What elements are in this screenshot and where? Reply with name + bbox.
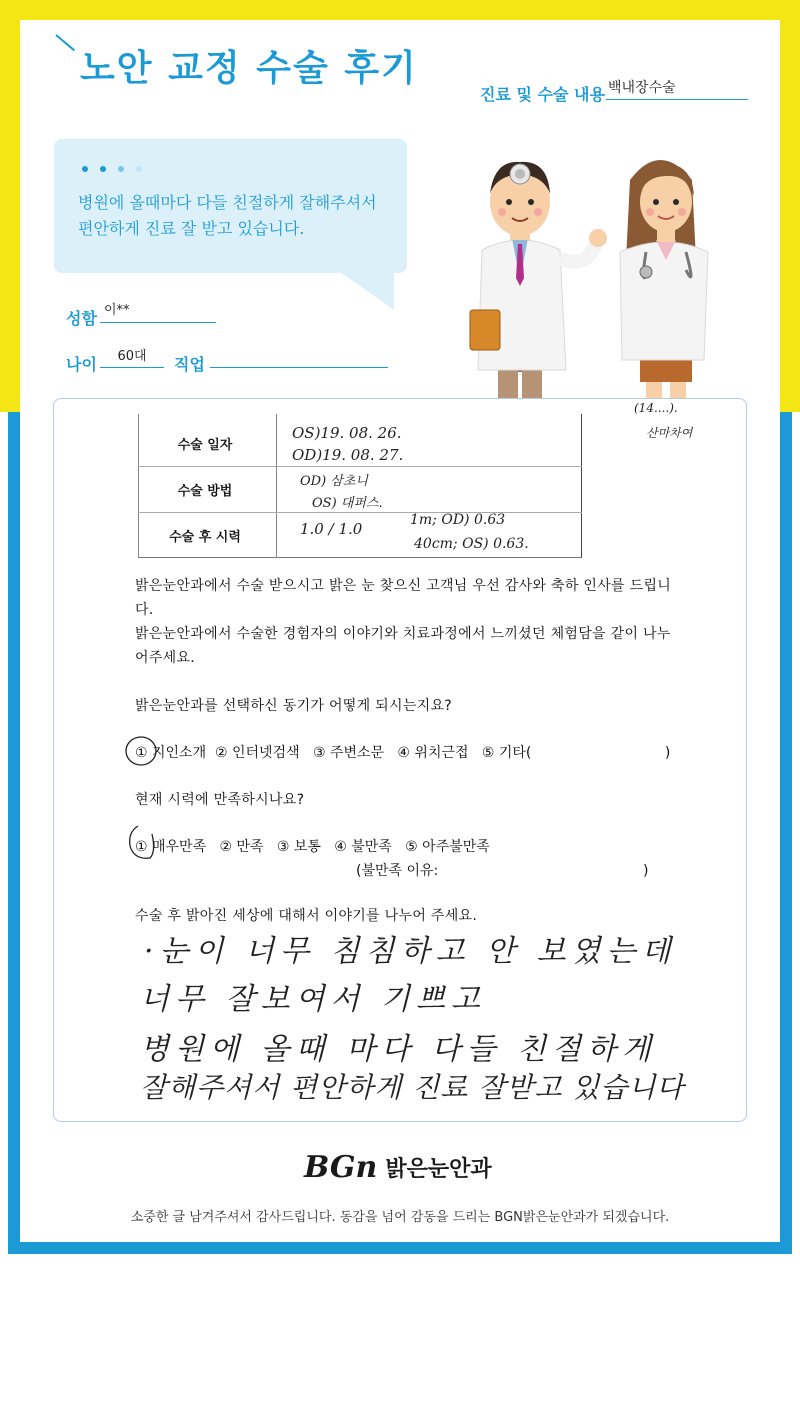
corner-note: (14....). (634, 401, 678, 415)
name-label: 성함 (66, 309, 97, 328)
bubble-quote (78, 190, 398, 242)
dot (82, 166, 88, 172)
bubble-line-2: 편안하게 진료 잘 받고 있습니다. (78, 219, 305, 238)
treatment-label: 진료 및 수술 내용 (480, 85, 605, 104)
table-row-divider (138, 466, 582, 467)
question-satisfaction: 현재 시력에 만족하시나요? (135, 792, 305, 808)
question-story: 수술 후 밝아진 세상에 대해서 이야기를 나누어 주세요. (135, 908, 478, 924)
motive-options: ① 지인소개 ② 인터넷검색 ③ 주변소문 ④ 위치근접 ⑤ 기타( ) (135, 745, 671, 761)
intro-paragraph-1: 밝은눈안과에서 수술 받으시고 밝은 눈 찾으신 고객님 우선 감사와 축하 인사를 드립니다. (135, 578, 672, 618)
speech-bubble-tail (340, 272, 394, 310)
bubble-dots (82, 166, 142, 172)
circle-mark-icon (124, 822, 158, 866)
female-doctor (620, 160, 708, 412)
page-title: 노안 교정 수술 후기 (80, 48, 418, 89)
question-motive: 밝은눈안과를 선택하신 동기가 어떻게 되시는지요? (135, 698, 453, 714)
vision-result-near: 1m; OD) 0.63 (410, 512, 506, 528)
footer-message: 소중한 글 남겨주셔서 감사드립니다. 동감을 넘어 감동을 드리는 BGN밝은눈안과가 되겠습니다. (130, 1210, 670, 1225)
table-label-vision: 수술 후 시력 (169, 530, 241, 545)
dot (136, 166, 142, 172)
doctors-illustration (460, 140, 720, 412)
logo-mark: BGn (304, 1150, 378, 1185)
table-divider (276, 414, 277, 558)
answer-line-2: 너무 잘보여서 기쁘고 (140, 982, 486, 1017)
intro-paragraph-2: 밝은눈안과에서 수술한 경험자의 이야기와 치료과정에서 느끼셨던 체험담을 같이 나누어주세요. (135, 626, 671, 666)
logo-text: 밝은눈안과 (385, 1157, 492, 1182)
bubble-line-1: 병원에 올때마다 다들 친절하게 잘해주셔서 (78, 193, 377, 212)
answer-line-1: ·눈이 너무 침침하고 안 보였는데 (144, 934, 677, 969)
job-field (210, 348, 388, 368)
table-row-divider (138, 512, 582, 513)
answer-line-3: 병원에 올때 마다 다들 친절하게 (140, 1032, 657, 1067)
dot (100, 166, 106, 172)
name-field: 이** (100, 302, 216, 323)
male-doctor (470, 162, 607, 412)
vision-result: 1.0 / 1.0 (300, 520, 363, 538)
table-label-date: 수술 일자 (177, 438, 233, 453)
job-label: 직업 (174, 355, 205, 374)
age-label: 나이 (66, 355, 97, 374)
table-label-method: 수술 방법 (177, 484, 233, 499)
age-field: 60대 (100, 348, 164, 368)
satisfaction-options: ① 매우만족 ② 만족 ③ 보통 ④ 불만족 ⑤ 아주불만족 (135, 839, 490, 855)
surgery-method-os: OS) 대퍼스. (312, 496, 383, 511)
corner-note-signature: 산마차여 (646, 426, 693, 440)
surgery-method-od: OD) 삼초니 (300, 474, 368, 489)
dot (118, 166, 124, 172)
circle-mark-icon (124, 734, 158, 768)
answer-line-4: 잘해주셔서 편안하게 진료 잘받고 있습니다 (140, 1071, 685, 1104)
treatment-field: 백내장수술 (606, 78, 748, 100)
surgery-date-od: OD)19. 08. 27. (292, 446, 404, 464)
bgn-logo (304, 1150, 492, 1185)
dissatisfaction-reason: (불만족 이유: ) (356, 863, 649, 879)
surgery-date-os: OS)19. 08. 26. (292, 424, 402, 442)
vision-result-far: 40cm; OS) 0.63. (414, 536, 529, 552)
